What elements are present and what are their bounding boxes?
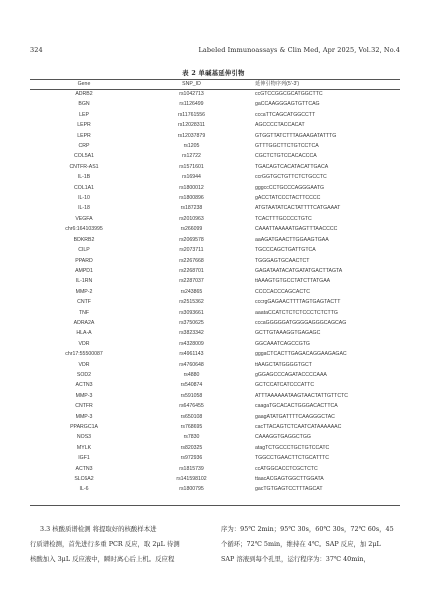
gene-cell: BDKRB2 — [73, 236, 95, 243]
primer-sequence-cell: ttAAGCTATGGGGTGCT — [255, 361, 312, 368]
table-row — [30, 464, 410, 474]
gene-cell: MMP-3 — [75, 392, 93, 399]
primer-sequence-cell: TGGGAGTGCAACTCT — [255, 257, 310, 264]
gene-cell: SLC6A2 — [74, 476, 94, 483]
snp-id-cell: rs3093661 — [179, 309, 204, 316]
snp-id-cell: rs3823342 — [179, 330, 204, 337]
primer-sequence-cell: atagTCTGCCCTGCTGTCCATC — [255, 444, 330, 451]
column-header-gene: Gene — [77, 81, 91, 87]
gene-cell: TNF — [78, 309, 90, 316]
snp-id-cell: rs266099 — [180, 226, 203, 233]
snp-id-cell: rs11761556 — [177, 111, 205, 118]
gene-cell: CNTFR-AS1 — [69, 163, 99, 170]
gene-cell: PPARD — [75, 257, 93, 264]
table-row — [30, 256, 410, 266]
table-row — [30, 318, 410, 328]
primer-sequence-cell: ttaacACGAGTGGCTTGGATA — [255, 476, 324, 483]
table-row — [30, 422, 410, 432]
gene-cell: AMPD1 — [75, 267, 93, 274]
gene-cell: SOD2 — [76, 371, 92, 378]
snp-id-cell: rs2010963 — [179, 215, 204, 222]
table-row — [30, 412, 410, 422]
table-row — [30, 266, 410, 276]
table-row — [30, 120, 410, 130]
primer-sequence-cell: CAAAGGTGAGGCTGG — [255, 434, 311, 441]
body-line: 核酸加入 3μL 反应液中，瞬时离心后上机。反应程 — [30, 555, 175, 563]
snp-id-cell: rs12722 — [182, 153, 201, 160]
primer-sequence-cell: cccaTTCAGCATGGCCTT — [255, 111, 316, 118]
snp-id-cell: rs540874 — [180, 382, 203, 389]
gene-cell: NOS3 — [76, 434, 92, 441]
table-row — [30, 401, 410, 411]
page-number: 324 — [30, 46, 43, 54]
gene-cell: LEP — [79, 111, 89, 118]
primer-table — [30, 79, 410, 495]
snp-id-cell: rs2515362 — [179, 299, 204, 306]
table-row — [30, 245, 410, 255]
primer-sequence-cell: cccaGGGGGATGGGGAGGGCAGCAG — [255, 319, 347, 326]
body-text-left-column — [30, 522, 208, 567]
snp-id-cell: rs768695 — [180, 424, 203, 430]
snp-id-cell: rs972936 — [180, 455, 203, 462]
snp-id-cell: rs1800896 — [179, 195, 204, 202]
gene-cell: LEPR — [77, 132, 91, 139]
gene-cell: IL-18 — [78, 205, 90, 212]
gene-cell: ADRA2A — [73, 319, 95, 326]
primer-sequence-cell: ccrGGTGCTGTTCTCTGCCTC — [255, 174, 327, 181]
gene-cell: chr6:164103995 — [65, 226, 103, 233]
gene-cell: BGN — [78, 101, 90, 108]
table-row — [30, 474, 410, 484]
table-row — [30, 287, 410, 297]
gene-cell: COL5A1 — [74, 153, 94, 160]
primer-sequence-cell: GTTTGGCTTCTGTCCTCA — [255, 143, 319, 150]
gene-cell: ADRB2 — [75, 91, 93, 97]
gene-cell: IL-6 — [79, 486, 89, 493]
table-row — [30, 391, 410, 401]
snp-id-cell: rs1815739 — [179, 465, 204, 472]
primer-sequence-cell: TGGCCTGAACTTCTGCATTTC — [255, 455, 329, 462]
snp-id-cell: rs591058 — [180, 392, 203, 399]
primer-sequence-cell: aaataCCATCTCTCTCCCTCTCTTG — [255, 309, 338, 316]
primer-sequence-cell: gaCCAAGGGAGTGTTCAG — [255, 101, 320, 108]
gene-cell: CNTF — [77, 299, 91, 306]
body-line: SAP 溶液到每个孔里，运行程序为：37℃ 40min， — [221, 555, 370, 563]
table-row — [30, 339, 410, 349]
table-row — [30, 235, 410, 245]
primer-sequence-cell: gggaCTCACTTGAGACAGGAAGAGAC — [255, 351, 347, 358]
table-row — [30, 99, 410, 109]
snp-id-cell: rs820325 — [180, 444, 203, 451]
primer-sequence-cell: aaAGATGAACTTGGAAGTGAA — [255, 236, 329, 243]
table-body — [30, 89, 410, 495]
snp-id-cell: rs187238 — [180, 205, 203, 212]
gene-cell: VDR — [78, 361, 90, 368]
primer-sequence-cell: GGCAAATCAGCCGTG — [255, 340, 310, 347]
primer-sequence-cell: GCTTGTAAAGGTGAGAGC — [255, 330, 321, 337]
table-title: 表 2 单碱基延伸引物 — [182, 70, 245, 77]
table-row — [30, 183, 410, 193]
gene-cell: LEPR — [77, 122, 91, 129]
snp-id-cell: rs1126499 — [179, 101, 204, 108]
gene-cell: ACTN3 — [75, 465, 93, 472]
snp-id-cell: rs2073711 — [179, 247, 204, 254]
snp-id-cell: rs2267668 — [179, 257, 204, 264]
snp-id-cell: rs6476455 — [179, 403, 204, 410]
gene-cell: VDR — [78, 340, 90, 347]
primer-sequence-cell: CCCCACCCAGCACTC — [255, 288, 311, 295]
snp-id-cell: rs2069578 — [179, 236, 204, 243]
snp-id-cell: rs1800012 — [179, 184, 204, 191]
table-row — [30, 214, 410, 224]
table-row — [30, 453, 410, 463]
table-row — [30, 203, 410, 213]
table-row — [30, 110, 410, 120]
table-row — [30, 131, 410, 141]
snp-id-cell: rs141598102 — [176, 476, 207, 483]
table-row — [30, 151, 410, 161]
primer-sequence-cell: TCACTTTGCCCCTGTC — [255, 215, 312, 222]
table-row — [30, 193, 410, 203]
primer-sequence-cell: gggccCCTGCCCAGGGAATG — [255, 184, 325, 191]
gene-cell: COL1A1 — [74, 184, 94, 191]
table-row — [30, 297, 410, 307]
table-row — [30, 443, 410, 453]
primer-sequence-cell: CAAATTAAAAATGAGTTTAACCCC — [255, 226, 338, 233]
gene-cell: IGF1 — [78, 455, 90, 462]
gene-cell: IL-1B — [77, 174, 91, 181]
gene-cell: PPARGC1A — [70, 424, 98, 430]
primer-sequence-cell: ccATGGCACCTCGCTCTC — [255, 465, 318, 472]
table-row — [30, 308, 410, 318]
snp-id-cell: rs12037879 — [177, 132, 206, 139]
table-row — [30, 432, 410, 442]
snp-id-cell: rs7830 — [183, 434, 200, 441]
column-header-snp-id: SNP_ID — [182, 81, 201, 87]
snp-id-cell: rs1042713 — [179, 91, 204, 97]
primer-sequence-cell: cacTTACAGTCTCAATCATAAAAAAC — [255, 424, 342, 430]
gene-cell: MMP-2 — [75, 288, 93, 295]
snp-id-cell: rs4760648 — [179, 361, 204, 368]
body-line: 个循环；72℃ 5min，维持在 4℃。SAP 反应，加 2μL — [221, 540, 381, 548]
table-row — [30, 162, 410, 172]
table-row — [30, 276, 410, 286]
table-row — [30, 172, 410, 182]
primer-sequence-cell: GTGGTTATCTTTAGAAGATATTTG — [255, 132, 337, 139]
snp-id-cell: rs3750625 — [179, 319, 204, 326]
primer-sequence-cell: gaagATATGATTTTCAAGGGCTAC — [255, 413, 335, 420]
primer-sequence-cell: CGCTCTGTCCACACCCA — [255, 153, 317, 160]
gene-cell: ACTN3 — [75, 382, 93, 389]
primer-sequence-cell: GAGATAATACATGATATGACTTAGTA — [255, 267, 343, 274]
snp-id-cell: rs4880 — [183, 371, 200, 378]
table-row — [30, 380, 410, 390]
snp-id-cell: rs1205 — [183, 143, 200, 150]
gene-cell: IL-1RN — [75, 278, 93, 285]
snp-id-cell: rs2287037 — [179, 278, 204, 285]
body-line: 行质谱检测，首先进行多重 PCR 反应，取 2μL 待测 — [30, 540, 180, 548]
gene-cell: MMP-3 — [75, 413, 93, 420]
primer-sequence-cell: caagaTGCACACTGGGACACTTCA — [255, 403, 338, 410]
snp-id-cell: rs2268701 — [179, 267, 204, 274]
primer-sequence-cell: GCTCCATCATCCCATTC — [255, 382, 315, 389]
primer-sequence-cell: gACCTATCCCTACTTCCCC — [255, 195, 321, 202]
body-line: 序为：95℃ 2min；95℃ 30s，60℃ 30s，72℃ 60s，45 — [221, 525, 394, 533]
body-text-right-column — [221, 522, 401, 567]
primer-sequence-cell: ATTTAAAAAATAAGTAACTATTGTTCTC — [255, 392, 348, 399]
snp-id-cell: rs12028311 — [177, 122, 205, 129]
snp-id-cell: rs1571601 — [179, 163, 204, 170]
table-row — [30, 328, 410, 338]
primer-sequence-cell: AGCCCCTACCACAT — [255, 122, 305, 129]
journal-running-header: Labeled Immunoassays & Clin Med, Apr 2025, Vol.32, No.4 — [198, 46, 400, 54]
table-bottom-rule — [30, 505, 400, 506]
primer-sequence-cell: cccrgGAGAACTTTTAGTGAGTACTT — [255, 299, 341, 306]
primer-sequence-cell: TGACAGTCACATACATTGACA — [255, 163, 329, 170]
gene-cell: chr17:55500087 — [65, 351, 103, 358]
primer-sequence-cell: gGGAGCCCAGATACCCCAAA — [255, 371, 327, 378]
table-header-row — [30, 79, 410, 89]
primer-sequence-cell: ttAAAGTGTGCCTATCTTATGAA — [255, 278, 331, 285]
snp-id-cell: rs4328009 — [179, 340, 204, 347]
snp-id-cell: rs650108 — [180, 413, 203, 420]
table-row — [30, 349, 410, 359]
gene-cell: CILP — [78, 247, 90, 254]
table-row — [30, 89, 410, 99]
primer-sequence-cell: TGCCCAGCTGATTGTCA — [255, 247, 316, 254]
primer-sequence-cell: gacTGTGAGTCCTTTAGCAT — [255, 486, 323, 493]
table-row — [30, 224, 410, 234]
gene-cell: VEGFA — [75, 215, 93, 222]
gene-cell: CRP — [78, 143, 90, 150]
snp-id-cell: rs243865 — [180, 288, 203, 295]
snp-id-cell: rs1800795 — [179, 486, 204, 493]
snp-id-cell: rs16944 — [182, 174, 201, 181]
table-row — [30, 141, 410, 151]
primer-sequence-cell: ccGTCCGGCGCATGGCTTC — [255, 91, 323, 97]
gene-cell: MYLK — [76, 444, 92, 451]
gene-cell: IL-10 — [78, 195, 90, 202]
body-line: 3.3 核酸质谱检测 将提取好的核酸样本进 — [40, 525, 157, 533]
snp-id-cell: rs4961143 — [179, 351, 204, 358]
table-row — [30, 484, 410, 494]
column-header-primer-sequence: 延伸引物序列(5'-3') — [255, 81, 300, 87]
gene-cell: CNTFR — [75, 403, 93, 410]
gene-cell: HLA-A — [76, 330, 92, 337]
table-row — [30, 370, 410, 380]
primer-sequence-cell: ATGTAATATCACTATTTTCATGAAAT — [255, 205, 341, 212]
table-row — [30, 360, 410, 370]
